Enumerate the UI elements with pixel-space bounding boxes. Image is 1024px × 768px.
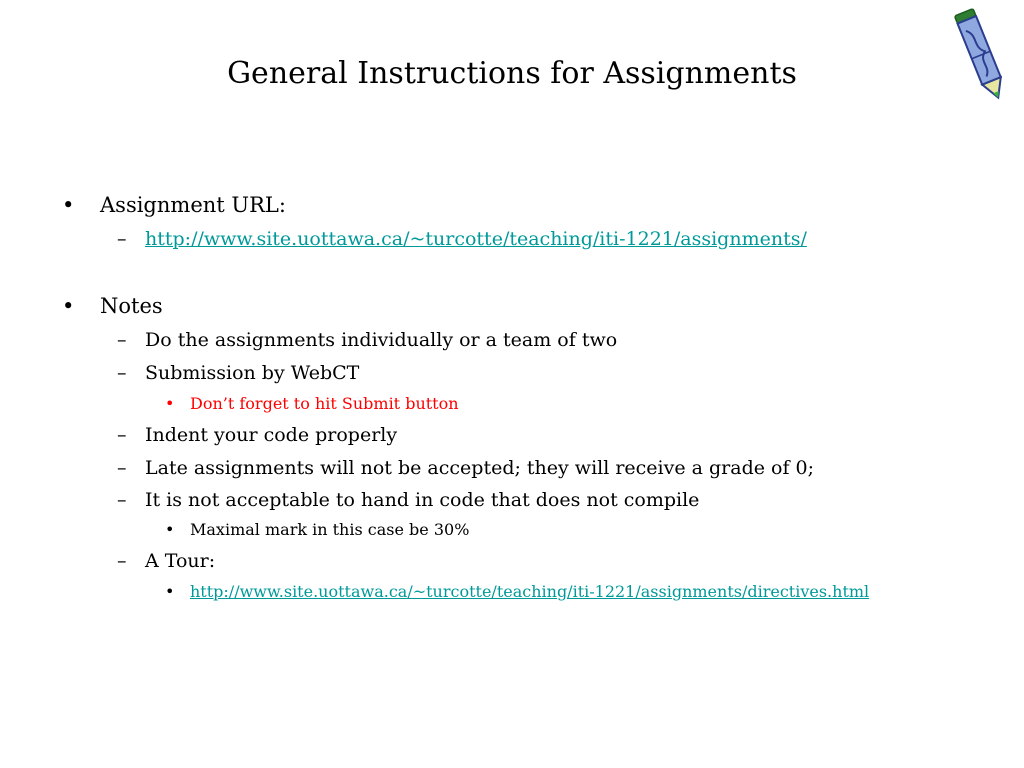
dash-marker: – xyxy=(117,424,127,446)
bullet-marker: • xyxy=(62,193,75,217)
dash-marker: – xyxy=(117,362,127,384)
dash-marker: – xyxy=(117,550,127,572)
bullet-marker: • xyxy=(62,294,75,318)
dash-marker: – xyxy=(117,489,127,511)
note-text: It is not acceptable to hand in code that does not compile xyxy=(145,489,700,511)
note-text: Do the assignments individually or a team of two xyxy=(145,329,618,351)
bullet-marker: • xyxy=(165,394,175,413)
note-text: Indent your code properly xyxy=(145,424,398,446)
assignment-url-link[interactable]: http://www.site.uottawa.ca/~turcotte/teaching/iti-1221/assignments/ xyxy=(145,228,807,250)
tour-directives-link[interactable]: http://www.site.uottawa.ca/~turcotte/teaching/iti-1221/assignments/directives.html xyxy=(190,582,870,601)
note-text: Late assignments will not be accepted; they will receive a grade of 0; xyxy=(145,457,815,479)
section-heading-notes: Notes xyxy=(100,294,163,318)
dash-marker: – xyxy=(117,329,127,351)
warning-note: Don’t forget to hit Submit button xyxy=(190,394,459,413)
dash-marker: – xyxy=(117,457,127,479)
note-text: A Tour: xyxy=(145,550,216,572)
note-subtext: Maximal mark in this case be 30% xyxy=(190,520,470,539)
bullet-marker: • xyxy=(165,520,175,539)
bullet-marker: • xyxy=(165,582,175,601)
note-text: Submission by WebCT xyxy=(145,362,360,384)
page-title: General Instructions for Assignments xyxy=(227,56,797,91)
dash-marker: – xyxy=(117,228,127,250)
section-heading-assignment-url: Assignment URL: xyxy=(100,193,286,217)
